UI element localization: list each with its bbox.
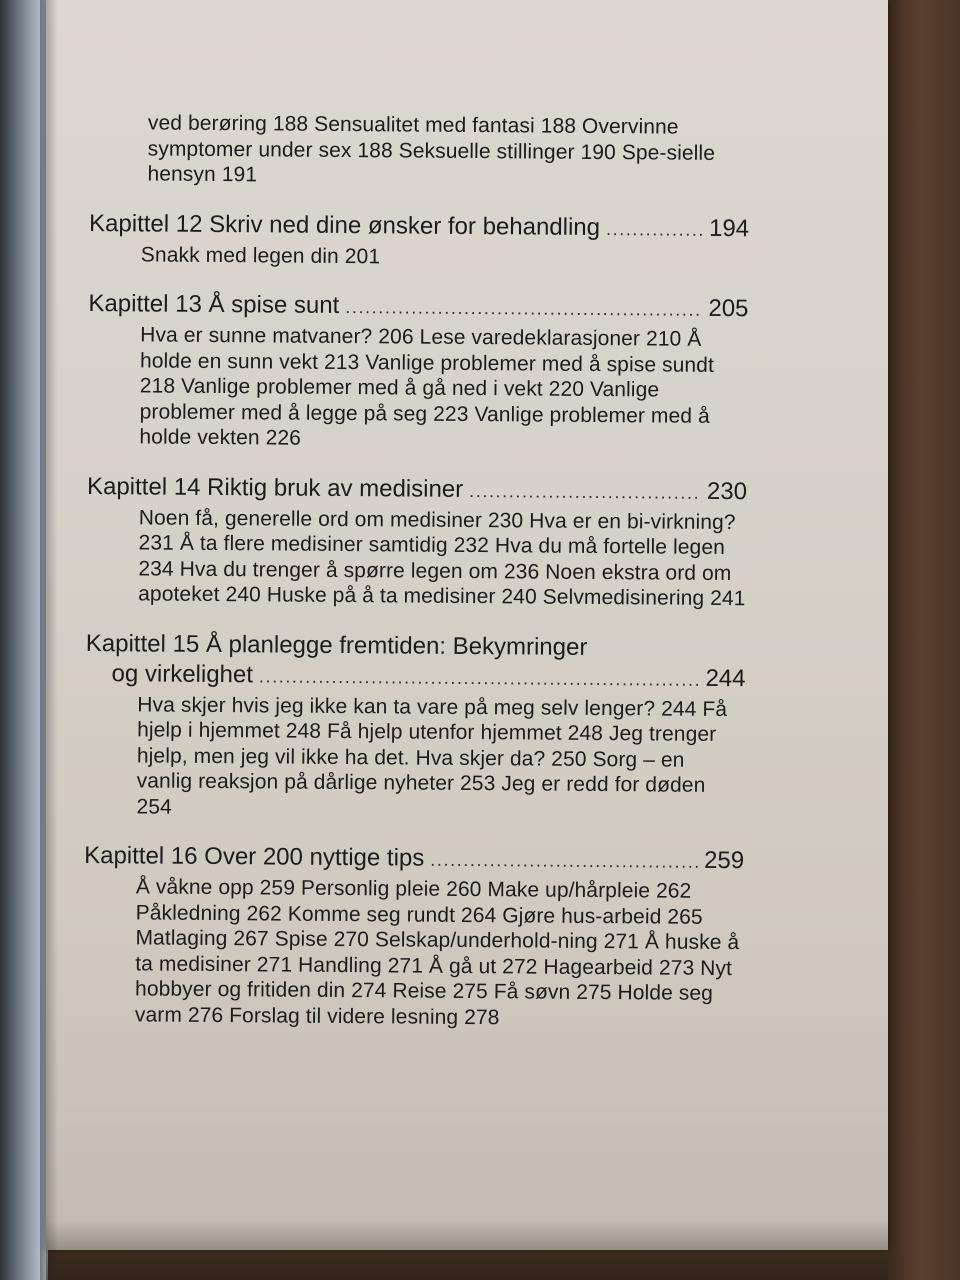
chapter-heading [88, 289, 748, 325]
toc-chapter-14 [86, 471, 747, 611]
chapter-heading [89, 208, 749, 244]
leader-dots [430, 845, 698, 877]
chapter-page-number: 194 [708, 214, 750, 242]
leader-dots [606, 214, 703, 245]
toc-chapter-13 [87, 289, 748, 455]
chapter-sections: Å våkne opp 259 Personlig pleie 260 Make up/hårpleie 262 Påkledning 262 Komme seg rundt 264 Gjøre hus-arbeid 265 Matlaging 267 Spise 270 Selskap/underhold-ning 271 Å huske å ta medisiner 271 Handling 271 Å gå ut 272 Hagearbeid 273 Nyt hobbyer og fritiden din 274 Reise 275 Få søvn 275 Holde seg varm 276 Forslag til videre lesning 278 [134, 875, 740, 1029]
chapter-title-line1: Kapittel 15 Å planlegge fremtiden: Bekymringer [85, 629, 588, 661]
chapter-title: Kapittel 13 Å spise sunt [88, 289, 340, 319]
chapter-sections: Snakk med legen din 201 [140, 242, 381, 268]
spine-shadow [40, 0, 58, 1280]
leader-dots [469, 475, 701, 507]
chapter-page-number: 205 [708, 294, 749, 323]
toc-chapter-15 [84, 628, 745, 824]
chapter-sections: Noen få, generelle ord om medisiner 230 Hva er en bi-virkning? 231 Å ta flere medisiner samtidig 232 Hva du må fortelle legen 234 Hva du trenger å spørre legen om 236 Noen ekstra ord om apoteket 240 Huske på å ta medisiner 240 Selvmedisinering 241 [138, 505, 746, 611]
chapter-page-number: 230 [706, 477, 748, 505]
toc-chapter-16 [83, 841, 744, 1032]
chapter-heading [85, 658, 745, 694]
chapter-title: Kapittel 12 Skriv ned dine ønsker for behandling [89, 209, 601, 241]
chapter-title: og virkelighet [111, 659, 254, 688]
chapter-page-number: 259 [703, 846, 745, 875]
toc-chapter-12 [89, 208, 749, 272]
chapter-title: Kapittel 16 Over 200 nyttige tips [84, 841, 425, 872]
toc-continuation: ved berøring 188 Sensualitet med fantasi 188 Overvinne symptomer under sex 188 Seksuelle stillinger 190 Spe-sielle hensyn 191 [147, 111, 716, 187]
chapter-sections: Hva er sunne matvaner? 206 Lese varedeklarasjoner 210 Å holde en sunn vekt 213 Vanlige problemer med å spise sundt 218 Vanlige problemer med å gå ned i vekt 220 Vanlige problemer med å legge på seg 223 Vanlige problemer med å holde vekten 226 [139, 323, 715, 450]
chapter-sections: Hva skjer hvis jeg ikke kan ta vare på meg selv lenger? 244 Få hjelp i hjemmet 248 Få hjelp utenfor hjemmet 248 Jeg trenger hjelp, men jeg vil ikke ha det. Hva skjer da? 250 Sorg – en vanlig reaksjon på dårlige nyheter 253 Jeg er redd for døden 254 [136, 692, 728, 819]
chapter-heading [84, 841, 744, 877]
leader-dots [345, 292, 702, 325]
table-of-contents [83, 110, 750, 1032]
page-shadow [46, 1220, 888, 1280]
leader-dots [259, 661, 700, 694]
wooden-surface [888, 0, 960, 1280]
chapter-heading [87, 471, 747, 507]
chapter-page-number: 244 [705, 664, 746, 692]
chapter-title: Kapittel 14 Riktig bruk av medisiner [86, 472, 464, 503]
